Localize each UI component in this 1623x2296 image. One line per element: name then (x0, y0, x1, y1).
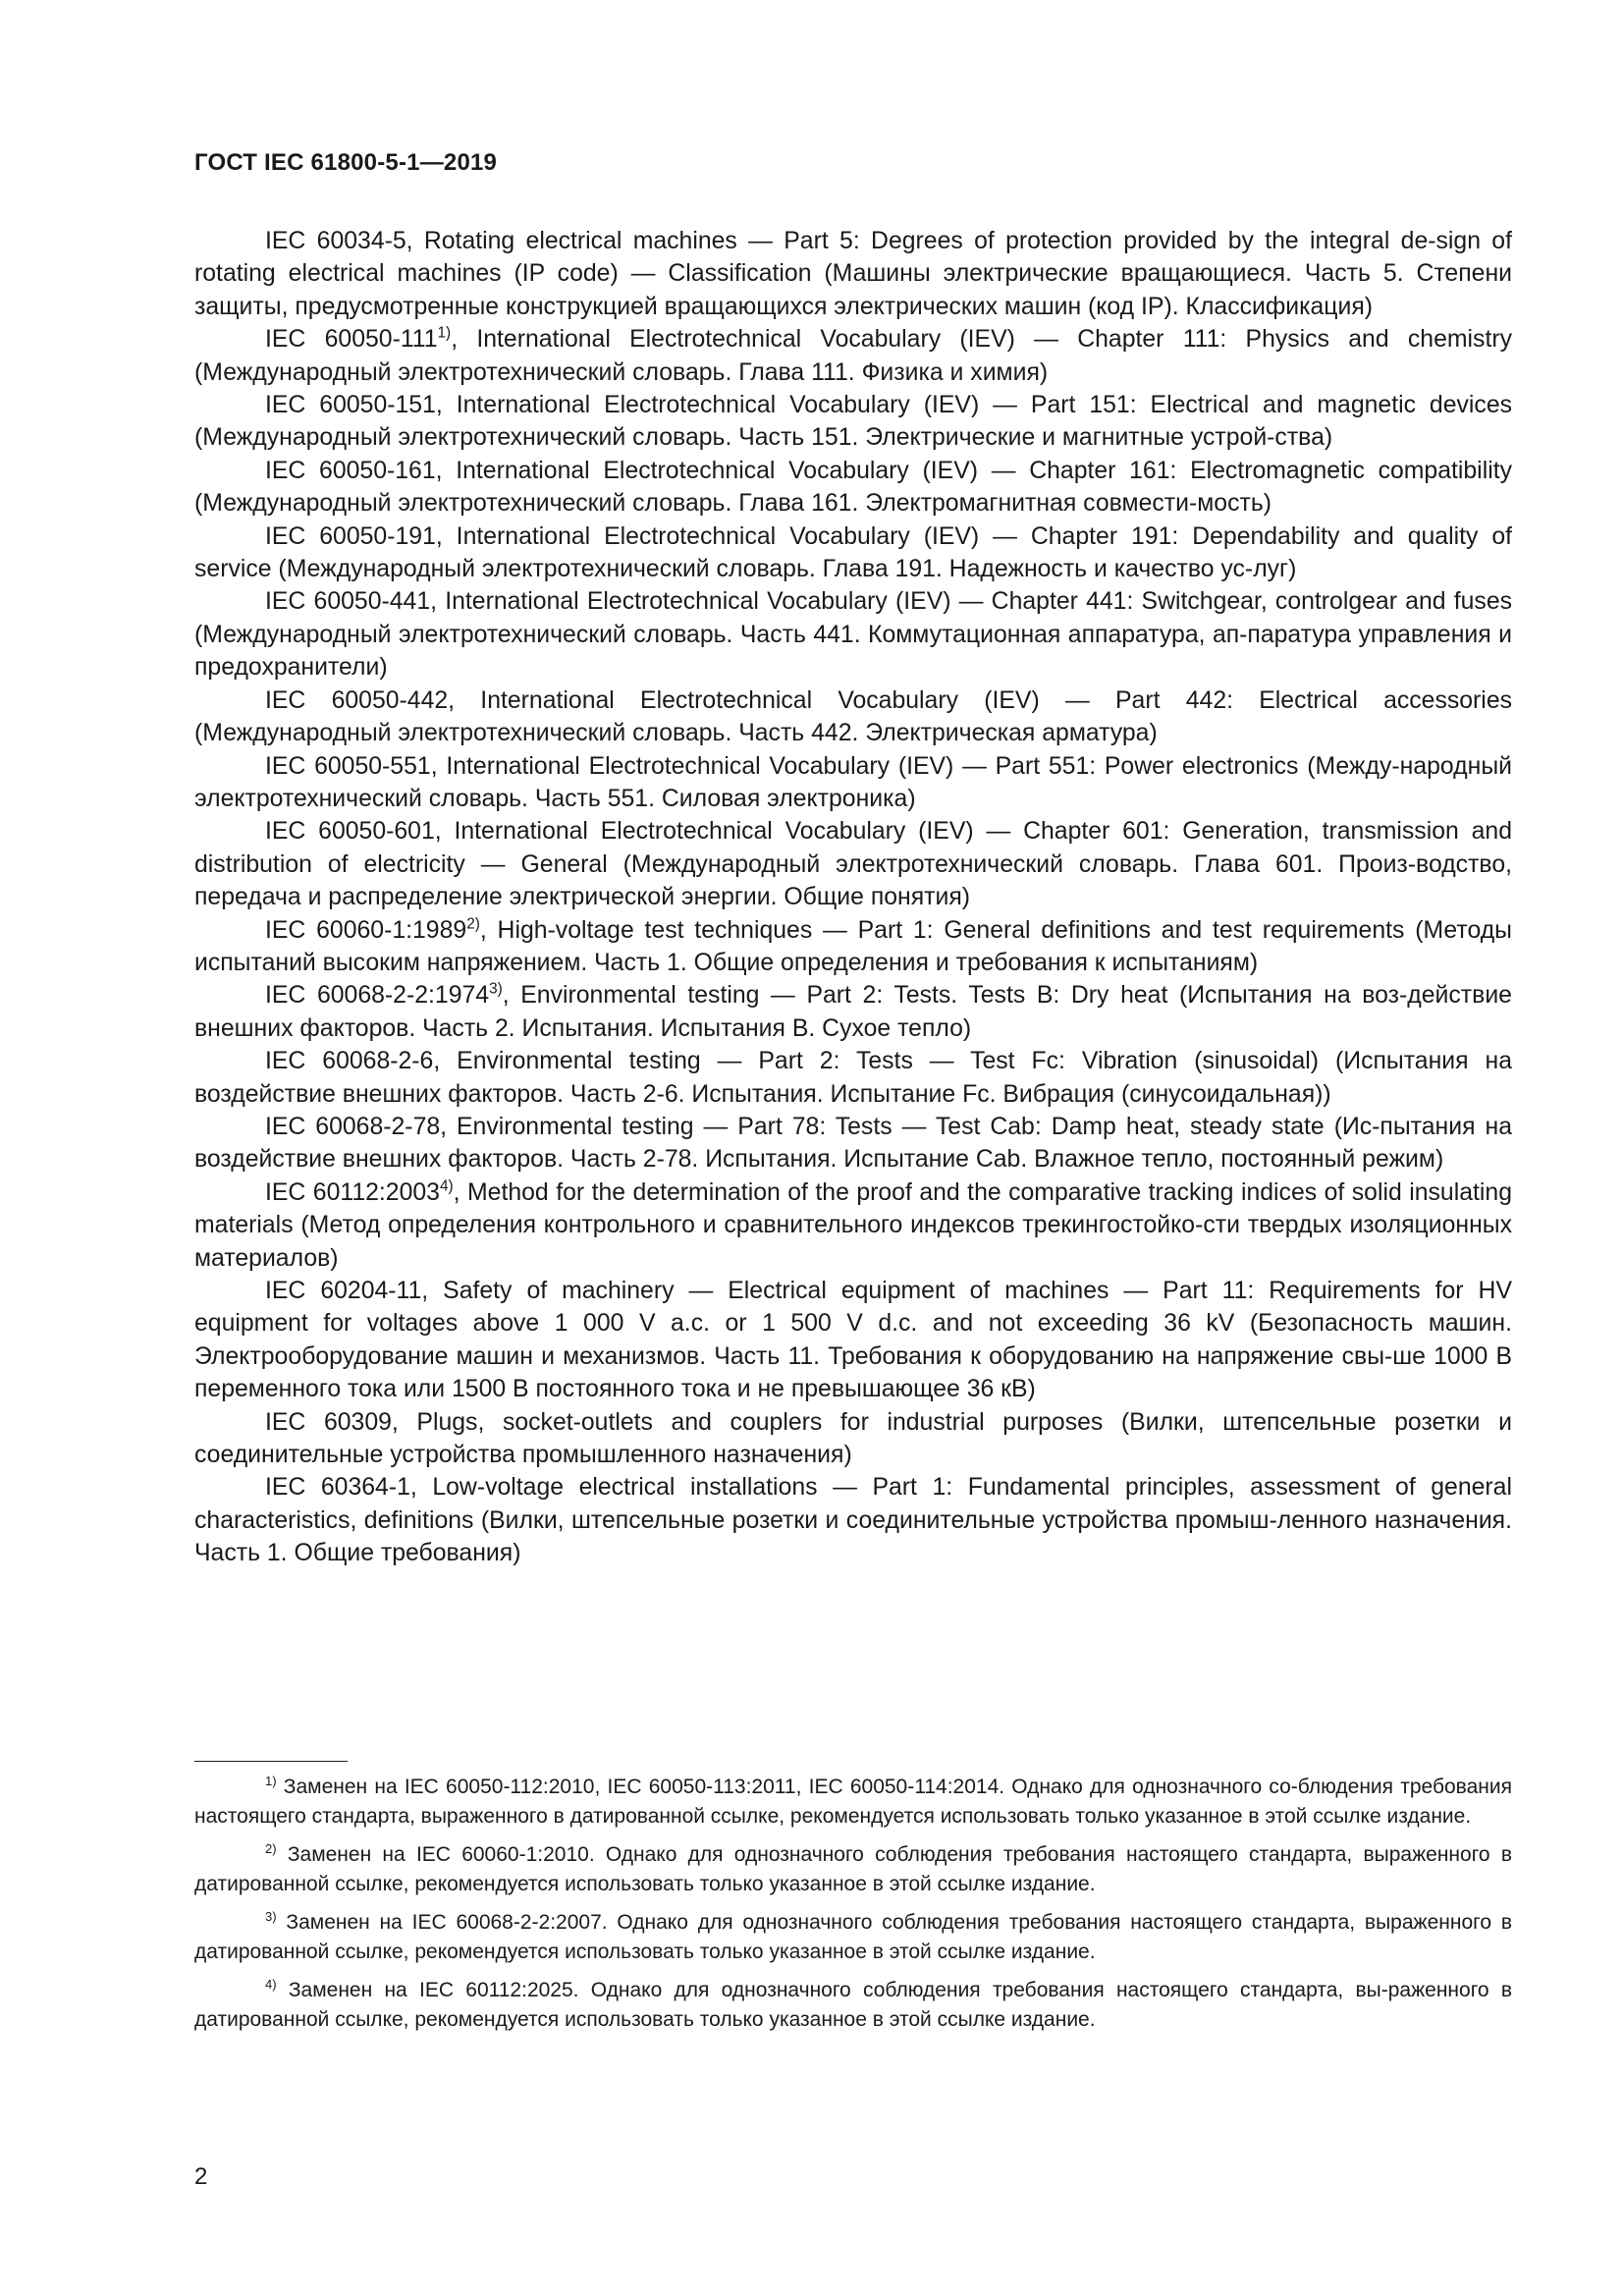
reference-code: IEC 60060-1:1989 (265, 916, 467, 944)
footnote-mark: 3) (489, 981, 503, 999)
reference-entry (194, 455, 1512, 520)
reference-entry (194, 1111, 1512, 1176)
reference-entry (194, 585, 1512, 683)
reference-text: , Environmental testing — Part 78: Tests — Test Cab: Damp heat, steady state (Ис-пытания на воздействие внешних факторов. Часть 2-78. Испытания. Испытание Cab. Влажное тепло, постоянный режим) (194, 1113, 1512, 1174)
footnote-mark: 1) (265, 1774, 277, 1788)
reference-entry (194, 750, 1512, 816)
reference-text: , Safety of machinery — Electrical equipment of machines — Part 11: Requirements for HV equipment for voltages above 1 000 V a.c. or 1 500 V d.c. and not exceeding 36 kV (Безопасность машин. Электрооборудование машин и механизмов. Часть 11. Требования к оборудованию на напряжение свы-ше 1000 В переменного тока или 1500 В постоянного тока и не превышающее 36 кВ) (194, 1278, 1512, 1403)
reference-entry (194, 979, 1512, 1045)
reference-text: , Low-voltage electrical installations — Part 1: Fundamental principles, assessment of general characteristics, definitions (Вилки, штепсельные розетки и соединительные устройства промыш-ленного назначения. Часть 1. Общие требования) (194, 1474, 1512, 1567)
reference-text: , Method for the determination of the proof and the comparative tracking indices of solid insulating materials (Метод определения контрольного и сравнительного индексов трекингостойко-сти твердых изоляционных материалов) (194, 1178, 1512, 1272)
reference-entry (194, 815, 1512, 913)
footnote-mark: 1) (437, 324, 452, 342)
reference-code: IEC 60309 (265, 1408, 392, 1436)
page-header-title: ГОСТ IEC 61800-5-1—2019 (194, 149, 498, 176)
reference-text: , International Electrotechnical Vocabulary (IEV) — Part 442: Electrical accessories (Международный электротехнический словарь. Часть 442. Электрическая арматура) (194, 686, 1513, 747)
reference-entry (194, 914, 1512, 980)
reference-text: , International Electrotechnical Vocabulary (IEV) — Chapter 441: Switchgear, controlgear and fuses (Международный электротехнический словарь. Часть 441. Коммутационная аппаратура, ап-паратура управления и предохранители) (194, 588, 1513, 682)
reference-text: , International Electrotechnical Vocabulary (IEV) — Part 551: Power electronics (Между-народный электротехнический словарь. Часть 551. Силовая электроника) (194, 752, 1512, 812)
reference-text: , International Electrotechnical Vocabulary (IEV) — Chapter 191: Dependability and quality of service (Международный электротехнический словарь. Глава 191. Надежность и качество ус-луг) (194, 522, 1512, 583)
footnote (194, 1908, 1512, 1967)
reference-code: IEC 60204-11 (265, 1278, 422, 1304)
page-number: 2 (194, 2163, 208, 2190)
reference-text: , Plugs, socket-outlets and couplers for industrial purposes (Вилки, штепсельные розетки и соединительные устройства промышленного назначения) (194, 1408, 1512, 1469)
footnote-text: Заменен на IEC 60112:2025. Однако для однозначного соблюдения требования настоящего стандарта, вы-раженного в датированной ссылке, рекомендуется использовать только указанное в этой ссылке издание. (194, 1979, 1512, 2031)
footnote-text: Заменен на IEC 60060-1:2010. Однако для однозначного соблюдения требования настоящего стандарта, выраженного в датированной ссылке, рекомендуется использовать только указанное в этой ссылке издание. (194, 1843, 1512, 1895)
footnote-text: Заменен на IEC 60050-112:2010, IEC 60050-113:2011, IEC 60050-114:2014. Однако для однозначного со-блюдения требования настоящего стандарта, выраженного в датированной ссылке, рекомендуется использовать только указанное в этой ссылке издание. (194, 1776, 1512, 1828)
reference-code: IEC 60050-191 (265, 522, 436, 550)
reference-code: IEC 60112:2003 (265, 1178, 440, 1206)
reference-text: , High-voltage test techniques — Part 1: General definitions and test requirements (Методы испытаний высоким напряжением. Часть 1. Общие определения и требования к испытаниям) (194, 916, 1512, 976)
footnote-mark: 2) (466, 915, 480, 933)
reference-text: , Environmental testing — Part 2: Tests — Test Fc: Vibration (sinusoidal) (Испытания на воздействие внешних факторов. Часть 2-6. Испытания. Испытание Fc. Вибрация (синусоидальная)) (194, 1048, 1512, 1108)
reference-entry (194, 225, 1512, 323)
footnote-text: Заменен на IEC 60068-2-2:2007. Однако для однозначного соблюдения требования настоящего стандарта, выраженного в датированной ссылке, рекомендуется использовать только указанное в этой ссылке издание. (194, 1911, 1512, 1963)
reference-text: , Environmental testing — Part 2: Tests. Tests B: Dry heat (Испытания на воз-действие внешних факторов. Часть 2. Испытания. Испытания В. Сухое тепло) (194, 982, 1512, 1042)
reference-entry (194, 323, 1512, 389)
footnote-mark: 4) (265, 1977, 277, 1992)
footnote-mark: 2) (265, 1841, 277, 1856)
reference-code: IEC 60034-5 (265, 228, 406, 254)
footnote-mark: 4) (439, 1177, 454, 1195)
reference-entry (194, 1045, 1512, 1111)
reference-text: , International Electrotechnical Vocabulary (IEV) — Chapter 111: Physics and chemistry (Международный электротехнический словарь. Глава 111. Физика и химия) (194, 326, 1512, 386)
reference-code: IEC 60050-551 (265, 752, 431, 780)
reference-entry (194, 520, 1512, 586)
reference-code: IEC 60050-601 (265, 818, 435, 846)
footnote (194, 1976, 1512, 2035)
footnote (194, 1840, 1512, 1899)
reference-entry (194, 1406, 1512, 1472)
reference-entry (194, 684, 1512, 750)
reference-entry (194, 1176, 1512, 1275)
reference-code: IEC 60068-2-6 (265, 1048, 434, 1075)
footnote-mark: 3) (265, 1909, 277, 1924)
reference-code: IEC 60050-161 (265, 457, 436, 484)
reference-code: IEC 60050-441 (265, 588, 431, 616)
reference-code: IEC 60068-2-2:1974 (265, 982, 490, 1010)
normative-references-list (194, 225, 1512, 1570)
footnotes (194, 1773, 1512, 2044)
reference-code: IEC 60050-111 (265, 326, 438, 354)
reference-text: , International Electrotechnical Vocabulary (IEV) — Chapter 601: Generation, transmission and distribution of electricity — General (Международный электротехнический словарь. Глава 601. Произ-водство, передача и распределение электрической энергии. Общие понятия) (194, 818, 1512, 911)
reference-code: IEC 60050-151 (265, 392, 436, 419)
reference-text: , International Electrotechnical Vocabulary (IEV) — Chapter 161: Electromagnetic compatibility (Международный электротехнический словарь. Глава 161. Электромагнитная совмести-мость) (194, 457, 1512, 518)
reference-code: IEC 60050-442 (265, 686, 449, 714)
reference-entry (194, 1471, 1512, 1569)
reference-text: , Rotating electrical machines — Part 5: Degrees of protection provided by the integral de-sign of rotating electrical machines (IP code) — Classification (Машины электрические вращающиеся. Часть 5. Степени защиты, предусмотренные конструкцией вращающихся электрических машин (код IP). Классификация) (194, 228, 1512, 320)
reference-entry (194, 389, 1512, 455)
footnote (194, 1773, 1512, 1831)
footnote-separator (194, 1761, 348, 1762)
reference-code: IEC 60068-2-78 (265, 1113, 441, 1140)
reference-entry (194, 1275, 1512, 1406)
reference-text: , International Electrotechnical Vocabulary (IEV) — Part 151: Electrical and magnetic devices (Международный электротехнический словарь. Часть 151. Электрические и магнитные устрой-ства) (194, 392, 1513, 452)
reference-code: IEC 60364-1 (265, 1474, 410, 1502)
